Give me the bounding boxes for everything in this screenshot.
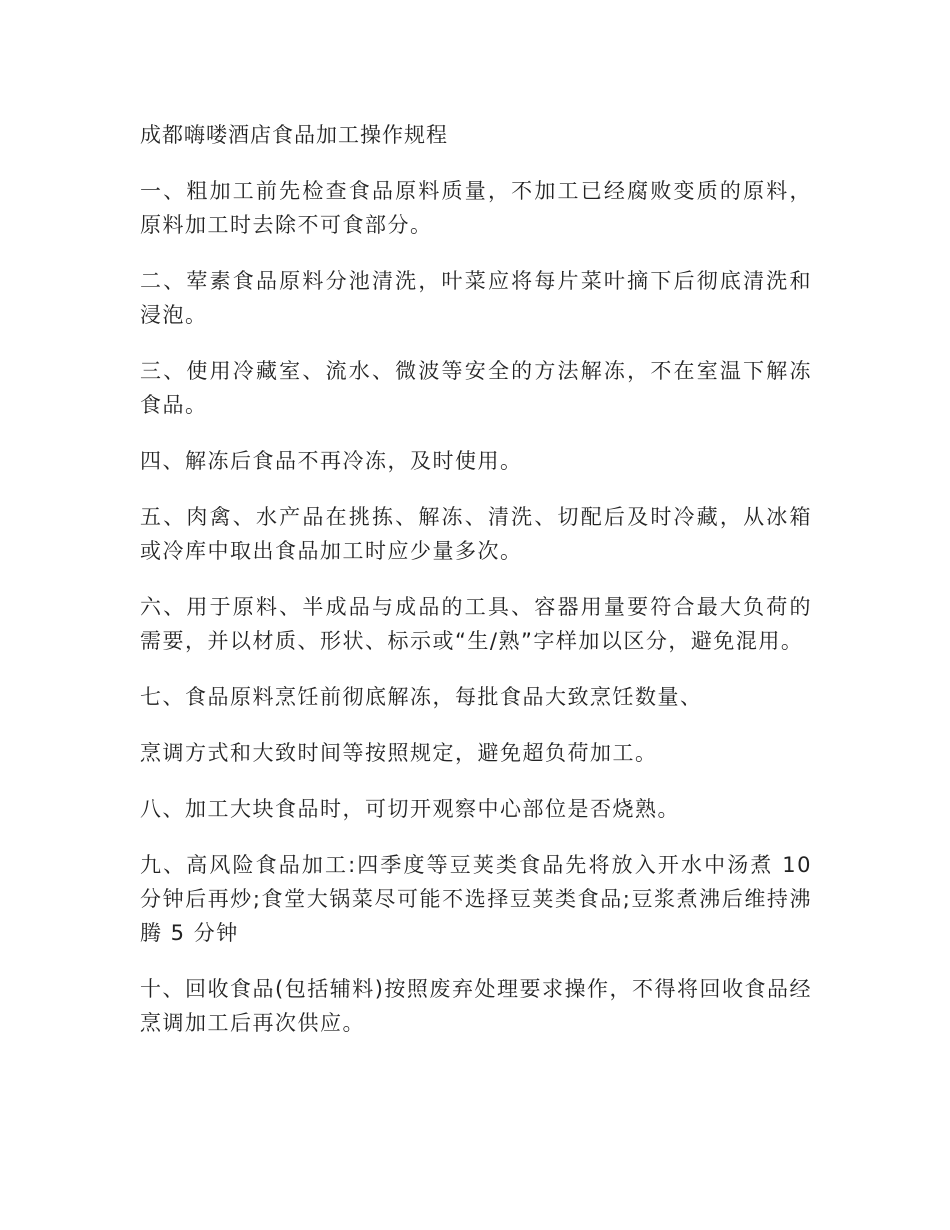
paragraph-1: 一、粗加工前先检查食品原料质量，不加工已经腐败变质的原料，原料加工时去除不可食部分。 [140, 179, 812, 237]
paragraph-3: 三、使用冷藏室、流水、微波等安全的方法解冻，不在室温下解冻食品。 [140, 359, 812, 417]
paragraph-7a: 七、食品原料烹饪前彻底解冻，每批食品大致烹饪数量、 [140, 685, 703, 709]
paragraph-5: 五、肉禽、水产品在挑拣、解冻、清洗、切配后及时冷藏，从冰箱或冷库中取出食品加工时应少量多次。 [140, 505, 812, 563]
paragraph-7b: 烹调方式和大致时间等按照规定，避免超负荷加工。 [140, 741, 658, 765]
paragraph-8: 八、加工大块食品时，可切开观察中心部位是否烧熟。 [140, 797, 680, 821]
paragraph-9: 九、高风险食品加工:四季度等豆荚类食品先将放入开水中汤煮 10 分钟后再炒;食堂大锅菜尽可能不选择豆荚类食品;豆浆煮沸后维持沸腾 5 分钟 [140, 853, 812, 945]
paragraph-6: 六、用于原料、半成品与成品的工具、容器用量要符合最大负荷的需要，并以材质、形状、标示或“生/熟”字样加以区分，避免混用。 [140, 595, 812, 653]
paragraph-2: 二、荤素食品原料分池清洗，叶菜应将每片菜叶摘下后彻底清洗和浸泡。 [140, 269, 812, 327]
paragraph-10: 十、回收食品(包括辅料)按照废弃处理要求操作，不得将回收食品经烹调加工后再次供应。 [140, 977, 812, 1035]
paragraph-4: 四、解冻后食品不再冷冻，及时使用。 [140, 449, 523, 473]
document-body [140, 118, 812, 1062]
document-title: 成都嗨喽酒店食品加工操作规程 [140, 123, 448, 147]
